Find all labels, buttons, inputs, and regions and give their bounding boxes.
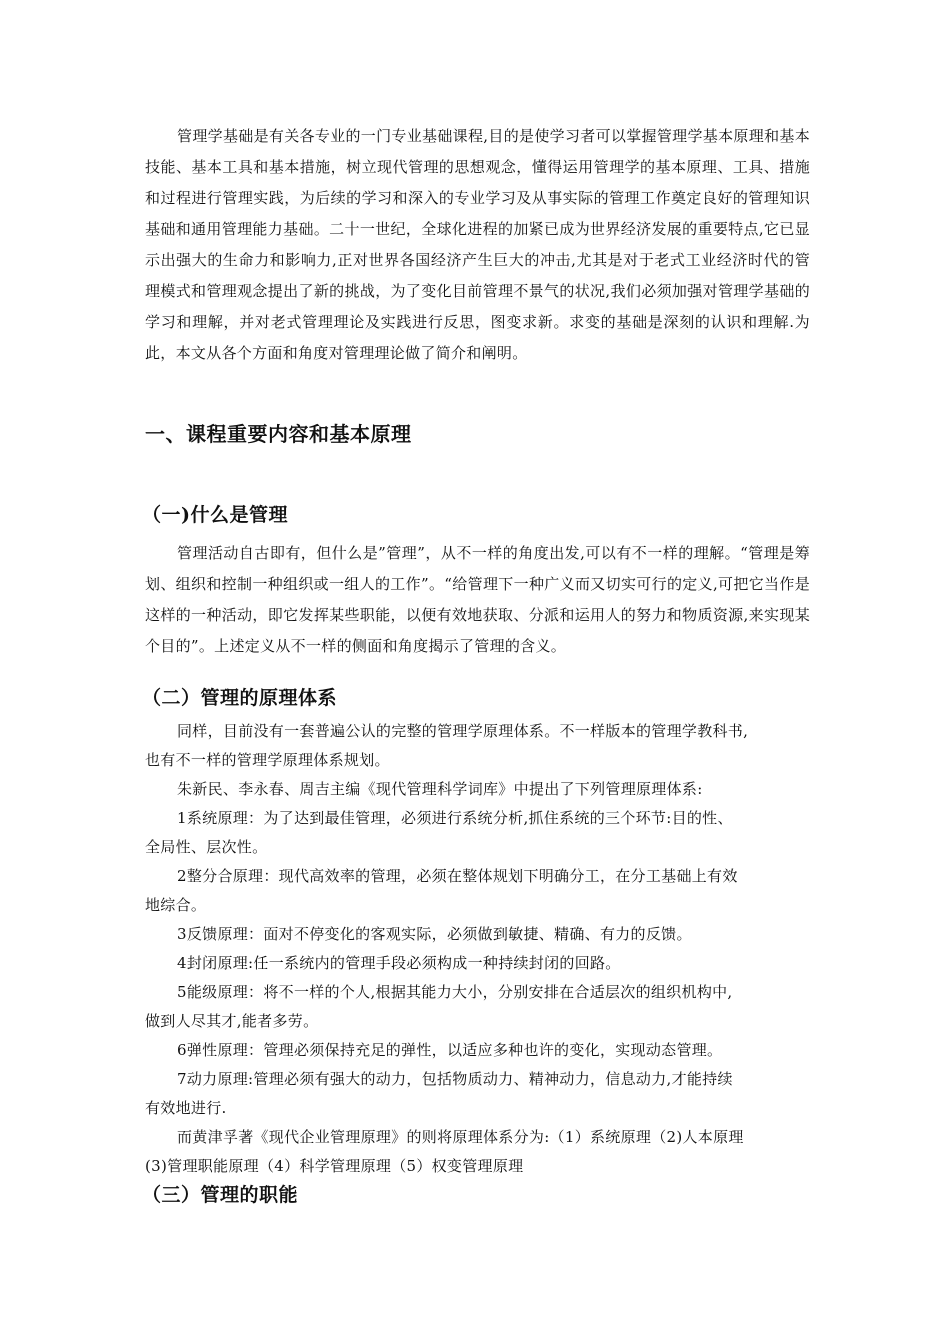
principles-source-line: 朱新民、李永春、周吉主编《现代管理科学词库》中提出了下列管理原理体系: [177,780,703,798]
principle-6: 6弹性原理：管理必须保持充足的弹性，以适应多种也许的变化，实现动态管理。 [177,1041,723,1059]
principle-1-line-1: 1系统原理：为了达到最佳管理，必须进行系统分析,抓住系统的三个环节:目的性、 [177,809,733,827]
section-heading-1: 一、课程重要内容和基本原理 [145,422,412,446]
principle-3: 3反馈原理：面对不停变化的客观实际，必须做到敏捷、精确、有力的反馈。 [177,925,692,943]
principle-7-line-1: 7动力原理:管理必须有强大的动力，包括物质动力、精神动力，信息动力,才能持续 [177,1070,733,1088]
principles-intro-line-1: 同样，目前没有一套普遍公认的完整的管理学原理体系。不一样版本的管理学教科书, [177,722,749,740]
subsection-heading-functions: （三）管理的职能 [142,1184,299,1206]
principle-1-line-2: 全局性、层次性。 [145,838,268,856]
principles-list [145,717,810,1181]
intro-paragraph: 管理学基础是有关各专业的一门专业基础课程,目的是使学习者可以掌握管理学基本原理和基本技能、基本工具和基本措施，树立现代管理的思想观念，懂得运用管理学的基本原理、工具、措施和过程进行管理实践，为后续的学习和深入的专业学习及从事实际的管理工作奠定良好的管理知识基础和通用管理能力基础。二十一世纪，全球化进程的加紧已成为世界经济发展的重要特点,它已显示出强大的生命力和影响力,正对世界各国经济产生巨大的冲击,尤其是对于老式工业经济时代的管理模式和管理观念提出了新的挑战，为了变化目前管理不景气的状况,我们必须加强对管理学基础的学习和理解，并对老式管理理论及实践进行反思，图变求新。求变的基础是深刻的认识和理解.为此，本文从各个方面和角度对管理理论做了简介和阐明。 [145,127,810,362]
alternative-system-line-1: 而黄津孚著《现代企业管理原理》的则将原理体系分为:（1）系统原理（2)人本原理 [177,1128,744,1146]
principle-2-line-1: 2整分合原理：现代高效率的管理，必须在整体规划下明确分工，在分工基础上有效 [177,867,738,885]
what-is-management-paragraph: 管理活动自古即有，但什么是”管理”，从不一样的角度出发,可以有不一样的理解。“管理是筹划、组织和控制一种组织或一组人的工作”。“给管理下一种广义而又切实可行的定义,可把它当作是这样的一种活动，即它发挥某些职能，以便有效地获取、分派和运用人的努力和物质资源,来实现某个目的”。上述定义从不一样的侧面和角度揭示了管理的含义。 [145,544,810,655]
principle-7-line-2: 有效地进行. [145,1099,227,1117]
alternative-system-line-2: (3)管理职能原理（4）科学管理原理（5）权变管理原理 [145,1157,524,1175]
principle-2-line-2: 地综合。 [145,896,207,914]
principle-5-line-1: 5能级原理：将不一样的个人,根据其能力大小，分别安排在合适层次的组织机构中, [177,983,733,1001]
principle-4: 4封闭原理:任一系统内的管理手段必须构成一种持续封闭的回路。 [177,954,621,972]
principles-intro-line-2: 也有不一样的管理学原理体系规划。 [145,751,390,769]
subsection-heading-principles: （二）管理的原理体系 [142,687,338,709]
principle-5-line-2: 做到人尽其才,能者多劳。 [145,1012,319,1030]
subsection-heading-what-is-management: （一)什么是管理 [142,504,288,526]
